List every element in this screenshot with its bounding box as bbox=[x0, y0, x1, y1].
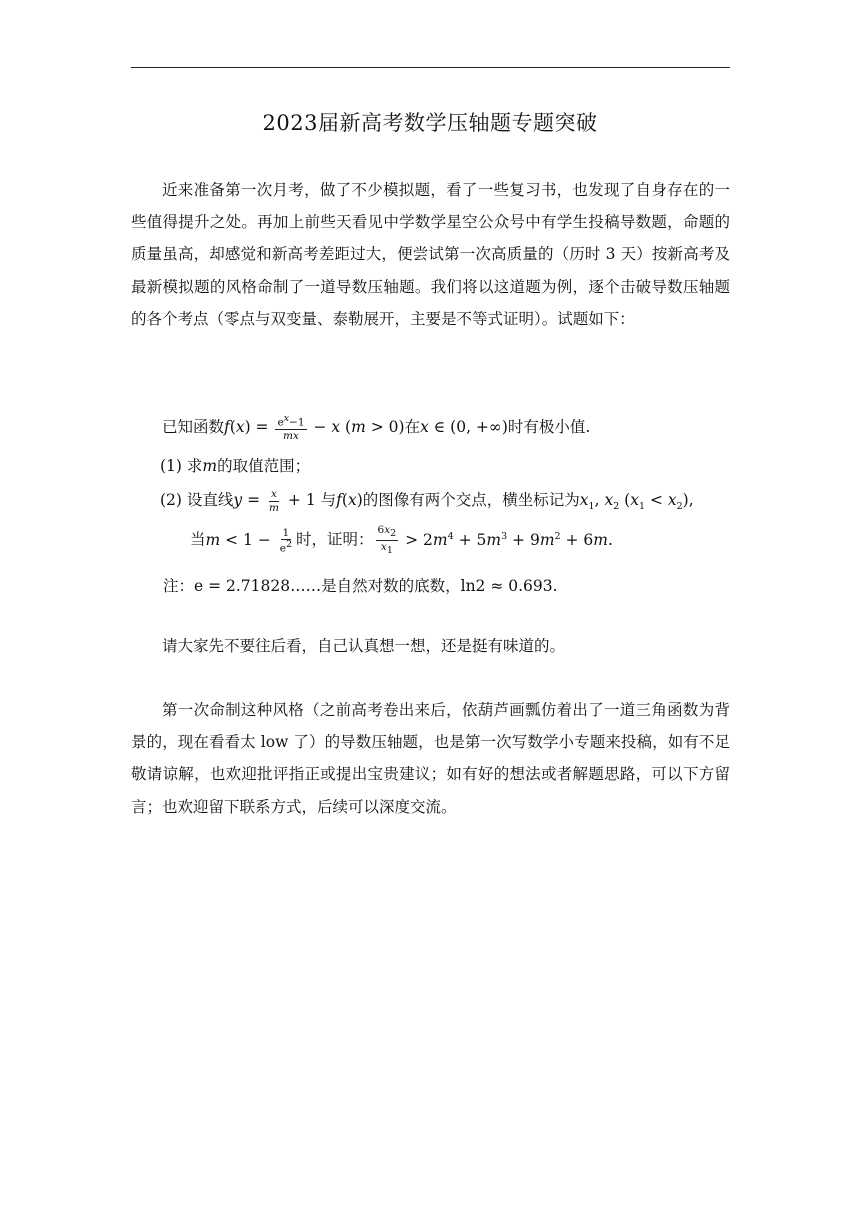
problem-stem bbox=[162, 414, 590, 442]
question-1 bbox=[160, 454, 310, 476]
header-rule bbox=[131, 67, 730, 68]
q1-label: (1) bbox=[160, 457, 182, 475]
domain-expr: x ∈ (0, +∞) bbox=[420, 417, 508, 436]
encourage-paragraph: 请大家先不要往后看，自己认真想一想，还是挺有味道的。 bbox=[162, 637, 566, 655]
stem-prefix: 已知函数 bbox=[162, 417, 225, 436]
q2-label: (2) bbox=[160, 491, 182, 509]
q1-text-a: 求 bbox=[186, 457, 203, 475]
m-condition: m < 1 − $\frac{1}{e^2}$ bbox=[205, 526, 293, 555]
q2-text-b: 与 bbox=[320, 491, 337, 509]
intro-paragraph: 近来准备第一次月考，做了不少模拟题，看了一些复习书，也发现了自身存在的一些值得提升之处。再加上前些天看见中学数学星空公众号中有学生投稿导数题，命题的质量虽高，却感觉和新高考差距过大，便尝试第一次高质量的（历时 3 天）按新高考及最新模拟题的风格命制了一道导数压轴题。我们将以这道题为例，逐个击破导数压轴题的各个考点（零点与双变量、泰勒展开，主要是不等式证明）。试题如下： bbox=[131, 181, 730, 328]
problem-note: 注：e = 2.71828……是自然对数的底数，ln2 ≈ 0.693. bbox=[163, 577, 558, 595]
line-equation: y = $\frac{x}{m}$ + 1 bbox=[233, 488, 316, 514]
q2-text-a: 设直线 bbox=[186, 491, 234, 509]
cond-mid: 时，证明： bbox=[296, 530, 374, 549]
question-2 bbox=[160, 488, 694, 514]
stem-suffix: 时有极小值. bbox=[507, 417, 591, 436]
question-2-condition bbox=[190, 524, 613, 557]
function-definition: f(x) = $\frac{e^x-1}{mx}$ − x (m > 0) bbox=[224, 413, 405, 442]
inequality-to-prove: $\frac{6x_2}{x_1}$ > $2m^4 + 5m^3 + 9m^2 + 6m$. bbox=[377, 524, 613, 557]
cond-prefix: 当 bbox=[190, 530, 206, 549]
q1-text-b: 的取值范围； bbox=[217, 457, 311, 475]
q2-text-c: 的图像有两个交点，横坐标记为 bbox=[362, 491, 580, 509]
fx-ref: f(x) bbox=[336, 491, 363, 509]
intersection-vars: $x_1$, $x_2$ $(x_1 < x_2)$, bbox=[579, 491, 694, 513]
closing-paragraph: 第一次命制这种风格（之前高考卷出来后，依葫芦画瓢仿着出了一道三角函数为背景的，现在看看太 low 了）的导数压轴题，也是第一次写数学小专题来投稿，如有不足敬请谅解，也欢迎批评指正或提出宝贵建议；如有好的想法或者解题思路，可以下方留言；也欢迎留下联系方式，后续可以深度交流。 bbox=[131, 701, 730, 816]
page-title: 2023届新高考数学压轴题专题突破 bbox=[262, 111, 598, 135]
var-m: m bbox=[202, 457, 218, 475]
stem-mid: 在 bbox=[404, 417, 421, 436]
